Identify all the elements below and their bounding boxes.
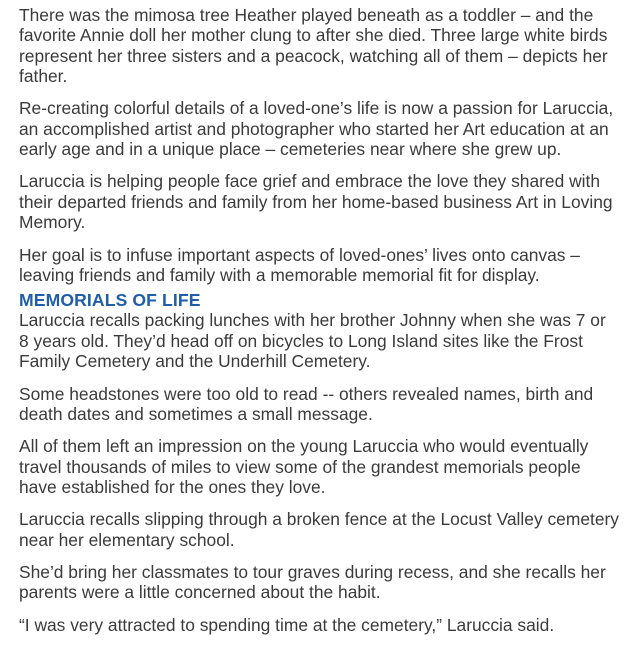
section-paragraph-3: All of them left an impression on the young Laruccia who would eventually travel thousands of miles to view some of the grandest memorials people have established for the ones they love. [19, 436, 589, 497]
section-paragraph-1: Laruccia recalls packing lunches with her brother Johnny when she was 7 or 8 years old. They’d head off on bicycles to Long Island sites like the Frost Family Cemetery and the Underhill Cemetery. [19, 310, 606, 372]
intro-paragraph-4: Her goal is to infuse important aspects of loved-ones’ lives onto canvas – leaving friends and family with a memorable memorial fit for display. [19, 244, 580, 285]
section-paragraph-4: Laruccia recalls slipping through a broken fence at the Locust Valley cemetery near her elementary school. [19, 509, 619, 550]
section-paragraph-6: “I was very attracted to spending time at the cemetery,” Laruccia said. [19, 614, 555, 635]
intro-paragraph-1: There was the mimosa tree Heather played beneath as a toddler – and the favorite Annie doll her mother clung to after she died. Three large white birds represent her three sisters and a peacock, watching all of them – depicts her father. [19, 5, 608, 86]
section-paragraph-5: She’d bring her classmates to tour graves during recess, and she recalls her parents were a little concerned about the habit. [19, 562, 606, 603]
article-body [19, 5, 619, 647]
section-paragraph-2: Some headstones were too old to read -- others revealed names, birth and death dates and sometimes a small message. [19, 383, 594, 424]
intro-paragraph-2: Re-creating colorful details of a loved-one’s life is now a passion for Laruccia, an accomplished artist and photographer who started her Art education at an early age and in a unique place – cemeteries near where she grew up. [19, 98, 614, 159]
section-heading: MEMORIALS OF LIFE [19, 290, 201, 311]
intro-paragraph-3: Laruccia is helping people face grief and embrace the love they shared with their departed friends and family from her home-based business Art in Loving Memory. [19, 171, 613, 233]
